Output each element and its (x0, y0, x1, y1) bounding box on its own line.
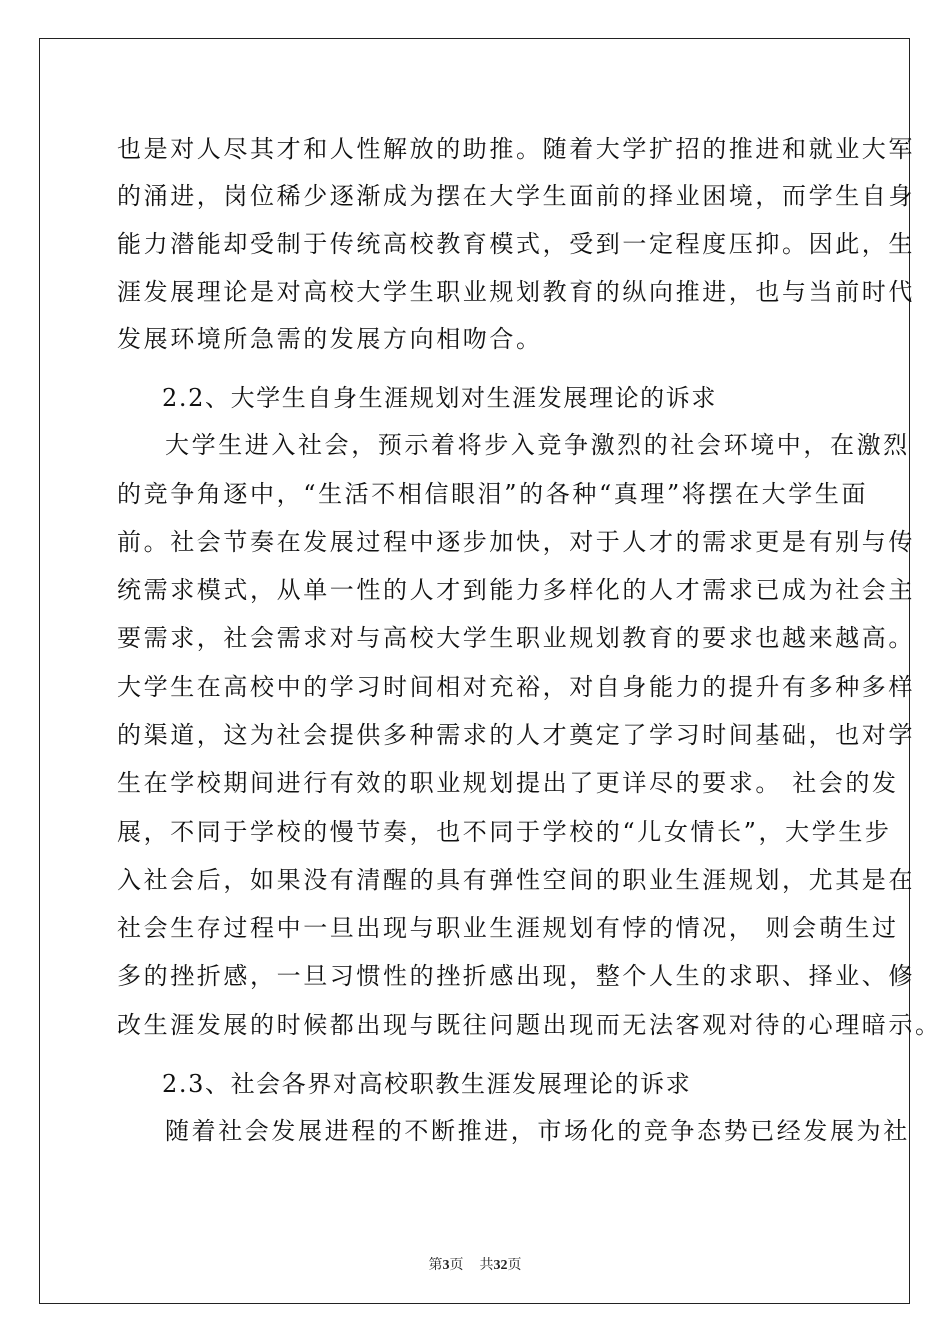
paragraph-line: 展，不同于学校的慢节奏，也不同于学校的“儿女情长”，大学生步 (117, 818, 892, 846)
paragraph-line: 统需求模式，从单一性的人才到能力多样化的人才需求已成为社会主 (117, 576, 915, 604)
page-border (39, 38, 942, 1304)
page-prefix: 第 (428, 1257, 443, 1273)
total-prefix: 共 (479, 1257, 494, 1273)
paragraph-line: 社会生存过程中一旦出现与职业生涯规划有悖的情况， 则会萌生过 (117, 914, 899, 942)
paragraph-line: 的渠道，这为社会提供多种需求的人才奠定了学习时间基础，也对学 (117, 721, 915, 749)
paragraph-line: 随着社会发展进程的不断推进，市场化的竞争态势已经发展为社 (165, 1117, 910, 1145)
page-suffix: 页 (449, 1257, 464, 1273)
paragraph-line: 大学生在高校中的学习时间相对充裕，对自身能力的提升有多种多样 (117, 673, 915, 701)
section-heading: 2.3、社会各界对高校职教生涯发展理论的诉求 (162, 1070, 692, 1098)
total-pages: 32 (493, 1258, 508, 1273)
paragraph-line: 发展环境所急需的发展方向相吻合。 (117, 325, 543, 353)
total-suffix: 页 (507, 1257, 522, 1273)
section-heading: 2.2、大学生自身生涯规划对生涯发展理论的诉求 (162, 384, 717, 412)
paragraph-line: 要需求，社会需求对与高校大学生职业规划教育的要求也越来越高。 (117, 624, 915, 652)
paragraph-line: 能力潜能却受制于传统高校教育模式，受到一定程度压抑。因此，生 (117, 230, 915, 258)
paragraph-line: 的涌进，岗位稀少逐渐成为摆在大学生面前的择业困境，而学生自身 (117, 182, 915, 210)
paragraph-line: 涯发展理论是对高校大学生职业规划教育的纵向推进，也与当前时代 (117, 278, 915, 306)
paragraph-line: 的竞争角逐中，“生活不相信眼泪”的各种“真理”将摆在大学生面 (117, 480, 869, 508)
paragraph-line: 生在学校期间进行有效的职业规划提出了更详尽的要求。 社会的发 (117, 769, 899, 797)
paragraph-line: 改生涯发展的时候都出现与既往问题出现而无法客观对待的心理暗示。 (117, 1011, 942, 1039)
paragraph-line: 前。社会节奏在发展过程中逐步加快，对于人才的需求更是有别与传 (117, 528, 915, 556)
paragraph-line: 也是对人尽其才和人性解放的助推。随着大学扩招的推进和就业大军 (117, 135, 915, 163)
page-footer (0, 1256, 950, 1275)
paragraph-line: 大学生进入社会，预示着将步入竞争激烈的社会环境中，在激烈 (165, 431, 910, 459)
paragraph-line: 入社会后，如果没有清醒的具有弹性空间的职业生涯规划，尤其是在 (117, 866, 915, 894)
page-number: 3 (442, 1258, 450, 1273)
paragraph-line: 多的挫折感，一旦习惯性的挫折感出现，整个人生的求职、择业、修 (117, 962, 915, 990)
